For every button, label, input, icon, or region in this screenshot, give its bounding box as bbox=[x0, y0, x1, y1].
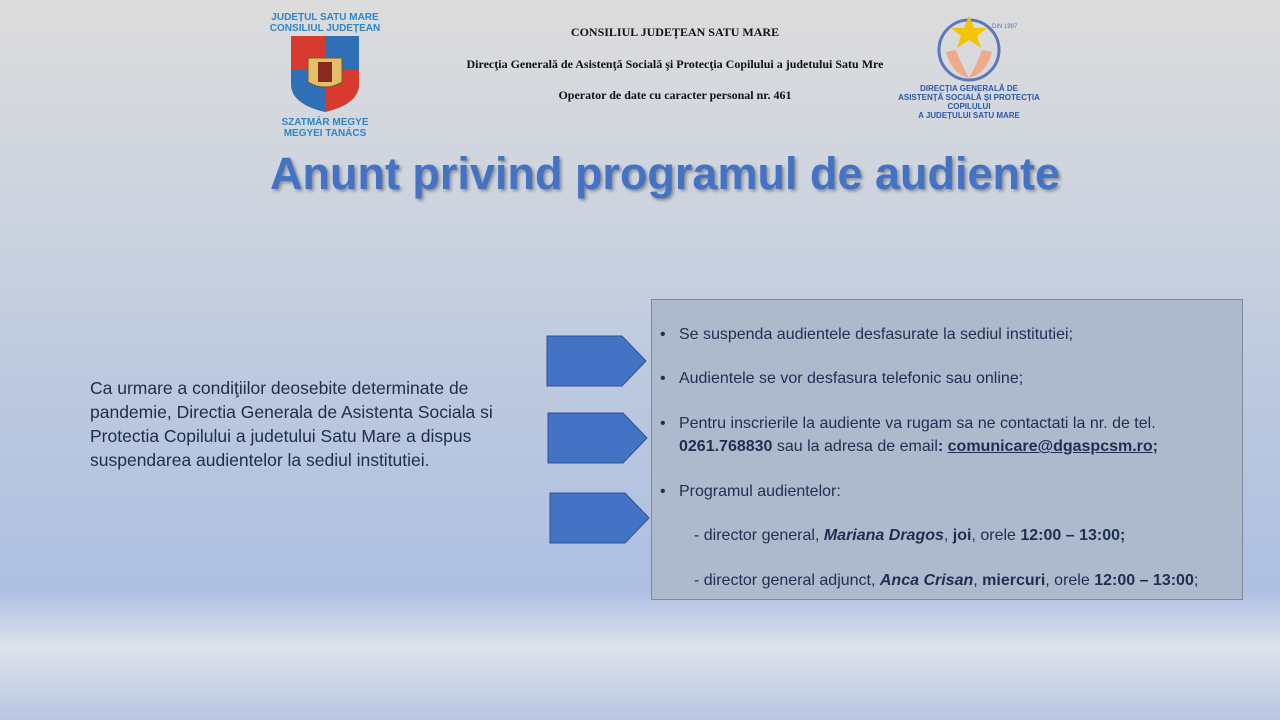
bullet-text: Audientele se vor desfasura telefonic sau online; bbox=[678, 370, 1024, 387]
text: - director general, bbox=[694, 527, 824, 544]
logo-arc-text: DIN 1997 bbox=[992, 24, 1018, 30]
dgaspc-logo bbox=[880, 12, 1058, 120]
logo-text: CONSILIUL JUDEȚEAN bbox=[269, 23, 381, 34]
arrow-icon bbox=[549, 492, 651, 544]
text: ; bbox=[1152, 438, 1158, 455]
time: 12:00 – 13:00; bbox=[1020, 527, 1126, 544]
schedule-director-general bbox=[694, 527, 1125, 545]
day: miercuri bbox=[982, 572, 1046, 589]
logo-text: A JUDEȚULUI SATU MARE bbox=[918, 111, 1020, 120]
text: ; bbox=[1193, 572, 1199, 589]
arrow-icon bbox=[546, 335, 648, 387]
logo-text: MEGYEI TANÁCS bbox=[283, 128, 367, 139]
email-link[interactable]: comunicare@dgaspcsm.ro bbox=[947, 438, 1153, 455]
text: , orele bbox=[1045, 572, 1095, 589]
bullet-text: Pentru inscrierile la audiente va rugam sa ne contactati la nr. de tel. bbox=[678, 415, 1156, 432]
logo-text: DIRECȚIA GENERALĂ DE bbox=[920, 84, 1018, 93]
bullet-text: Programul audientelor: bbox=[678, 483, 841, 500]
arrow-icon bbox=[547, 412, 649, 464]
phone-number: 0261.768830 bbox=[679, 438, 773, 455]
schedule-deputy-director bbox=[694, 572, 1198, 590]
hands-star-icon bbox=[880, 12, 1058, 84]
time: 12:00 – 13:00 bbox=[1094, 572, 1194, 589]
bullet-text: Se suspenda audientele desfasurate la sediul institutiei; bbox=[678, 326, 1073, 343]
contact-line bbox=[679, 438, 1158, 456]
bullet-item: • Se suspenda audientele desfasurate la sediul institutiei; bbox=[660, 326, 1073, 343]
bullet-item: • Audientele se vor desfasura telefonic sau online; bbox=[660, 370, 1024, 387]
person-name: Mariana Dragos bbox=[823, 527, 944, 544]
logo-text: SZATMÁR MEGYE bbox=[281, 117, 369, 128]
announcement-box bbox=[651, 299, 1243, 600]
text: , bbox=[973, 572, 983, 589]
text: - director general adjunct, bbox=[694, 572, 880, 589]
text: : bbox=[937, 438, 948, 455]
page-title: Anunt privind programul de audiente bbox=[269, 148, 1061, 199]
text: , bbox=[943, 527, 953, 544]
bullet-item: • Programul audientelor: bbox=[660, 483, 841, 500]
text: sau la adresa de email bbox=[772, 438, 938, 455]
person-name: Anca Crisan bbox=[879, 572, 974, 589]
logo-text: JUDEȚUL SATU MARE bbox=[271, 12, 379, 23]
day: joi bbox=[952, 527, 972, 544]
header-line-2: Direcţia Generală de Asistenţă Socială şi Protecţia Copilului a judetului Satu Mre bbox=[466, 57, 884, 71]
text: , orele bbox=[971, 527, 1021, 544]
intro-paragraph: Ca urmare a condiţiilor deosebite determinate de pandemie, Directia Generala de Asistenta Sociala si Protectia Copilului a judetului Satu Mare a dispus suspendarea audientelor la sediul institutiei. bbox=[90, 378, 493, 470]
bullet-item: • Pentru inscrierile la audiente va rugam sa ne contactati la nr. de tel. bbox=[660, 415, 1156, 432]
header-line-1: CONSILIUL JUDEȚEAN SATU MARE bbox=[570, 25, 780, 39]
logo-text: ASISTENȚĂ SOCIALĂ ȘI PROTECȚIA COPILULUI bbox=[898, 93, 1040, 111]
header-line-3: Operator de date cu caracter personal nr. 461 bbox=[558, 88, 792, 102]
coat-of-arms-icon bbox=[266, 34, 384, 112]
county-council-logo bbox=[266, 12, 384, 139]
